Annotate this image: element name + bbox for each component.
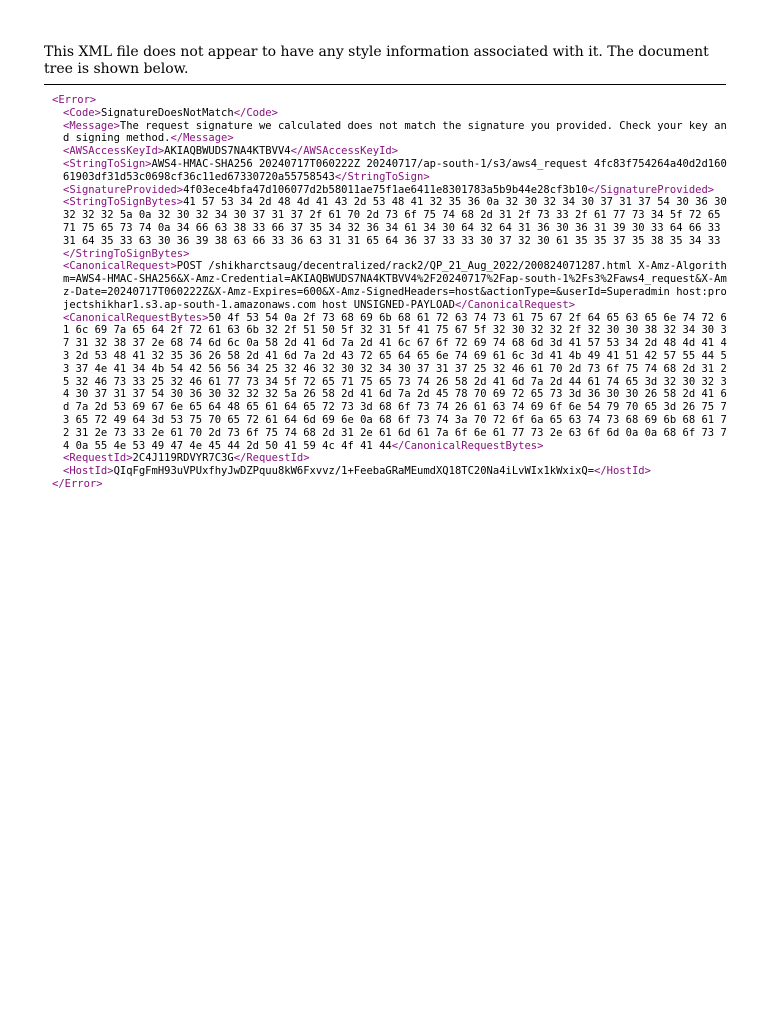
canonical-request-bytes-close-tag: </CanonicalRequestBytes>: [391, 439, 544, 452]
string-to-sign-close-tag: </StringToSign>: [334, 170, 430, 183]
error-open-tag: [52, 94, 732, 107]
error-open-tag-text: <Error>: [52, 94, 97, 106]
xml-element-aws-access-key-id: [52, 145, 732, 158]
xml-element-host-id: [52, 465, 732, 478]
xml-element-signature-provided: [52, 184, 732, 197]
string-to-sign-open-tag: <StringToSign>: [63, 157, 152, 170]
code-open-tag: <Code>: [63, 106, 101, 119]
signature-provided-value: 4f03ece4bfa47d106077d2b58011ae75f1ae6411e8301783a5b9b44e28cf3b10: [183, 183, 588, 196]
canonical-request-bytes-open-tag: <CanonicalRequestBytes>: [63, 311, 209, 324]
request-id-value: 2C4J119RDVYR7C3G: [132, 452, 234, 465]
xml-document-tree: [52, 94, 732, 491]
xml-element-message: [52, 120, 732, 146]
message-open-tag: <Message>: [63, 119, 120, 132]
aws-access-key-id-open-tag: <AWSAccessKeyId>: [63, 145, 165, 158]
signature-provided-close-tag: </SignatureProvided>: [587, 183, 715, 196]
xml-element-request-id: [52, 452, 732, 465]
error-close-tag: [52, 478, 732, 491]
message-value: The request signature we calculated does not match the signature you provided. Check your key and signing method.: [63, 119, 727, 145]
aws-access-key-id-close-tag: </AWSAccessKeyId>: [290, 145, 399, 158]
error-close-tag-text: </Error>: [52, 477, 103, 490]
code-value: SignatureDoesNotMatch: [100, 106, 234, 119]
aws-access-key-id-value: AKIAQBWUDS7NA4KTBVV4: [164, 145, 291, 158]
message-close-tag: </Message>: [170, 132, 234, 145]
canonical-request-close-tag: </CanonicalRequest>: [454, 298, 576, 311]
xml-element-string-to-sign: [52, 158, 732, 184]
string-to-sign-value: AWS4-HMAC-SHA256 20240717T060222Z 20240717/ap-south-1/s3/aws4_request 4fc83f754264a40d2d16061903df31d53c0698cf36c11ed67330720a55758543: [63, 157, 727, 183]
request-id-close-tag: </RequestId>: [233, 452, 310, 465]
signature-provided-open-tag: <SignatureProvided>: [63, 183, 184, 196]
xml-style-notice: This XML file does not appear to have any style information associated with it. The document tree is shown below.: [44, 44, 726, 85]
xml-element-canonical-request: [52, 260, 732, 311]
code-close-tag: </Code>: [233, 106, 278, 119]
canonical-request-bytes-value: 50 4f 53 54 0a 2f 73 68 69 6b 68 61 72 63 74 73 61 75 67 2f 64 65 63 65 6e 74 72 61 6c 69 7a 65 64 2f 72 61 63 6b 32 2f 51 50 5f 32 31 5f 41 75 67 5f 32 30 32 32 2f 32 30 30 38 32 34 30 37 31 32 38 37 2e 68 74 6d 6c 0a 58 2d 41 6d 7a 2d 41 6c 67 6f 72 69 74 68 6d 3d 41 57 53 34 2d 48 4d 41 43 2d 53 48 41 32 35 36 26 58 2d 41 6d 7a 2d 43 72 65 64 65 6e 74 69 61 6c 3d 41 4b 49 41 51 42 57 55 44 53 37 4e 41 34 4b 54 42 56 56 34 25 32 46 32 30 32 34 30 37 31 37 25 32 46 61 70 2d 73 6f 75 74 68 2d 31 25 32 46 73 33 25 32 46 61 77 73 34 5f 72 65 71 75 65 73 74 26 58 2d 41 6d 7a 2d 44 61 74 65 3d 32 30 32 34 30 37 31 37 54 30 36 30 32 32 32 5a 26 58 2d 41 6d 7a 2d 45 78 70 69 72 65 73 3d 36 30 30 26 58 2d 41 6d 7a 2d 53 69 67 6e 65 64 48 65 61 64 65 72 73 3d 68 6f 73 74 26 61 63 74 69 6f 6e 54 79 70 65 3d 26 75 73 65 72 49 64 3d 53 75 70 65 72 61 64 6d 69 6e 0a 68 6f 73 74 3a 70 72 6f 6a 65 63 74 73 68 69 6b 68 61 72 31 2e 73 33 2e 61 70 2d 73 6f 75 74 68 2d 31 2e 61 6d 61 7a 6f 6e 61 77 73 2e 63 6f 6d 0a 0a 68 6f 73 74 0a 55 4e 53 49 47 4e 45 44 2d 50 41 59 4c 4f 41 44: [63, 311, 727, 452]
host-id-open-tag: <HostId>: [63, 465, 114, 478]
string-to-sign-bytes-open-tag: <StringToSignBytes>: [63, 196, 184, 209]
xml-element-string-to-sign-bytes: [52, 196, 732, 260]
request-id-open-tag: <RequestId>: [63, 452, 133, 465]
xml-element-canonical-request-bytes: [52, 312, 732, 453]
xml-element-code: [52, 107, 732, 120]
host-id-close-tag: </HostId>: [594, 465, 651, 478]
string-to-sign-bytes-value: 41 57 53 34 2d 48 4d 41 43 2d 53 48 41 32 35 36 0a 32 30 32 34 30 37 31 37 54 30 36 30 32 32 32 5a 0a 32 30 32 34 30 37 31 37 2f 61 70 2d 73 6f 75 74 68 2d 31 2f 73 33 2f 61 77 73 34 5f 72 65 71 75 65 73 74 0a 34 66 63 38 33 66 37 35 34 32 36 34 61 34 30 64 32 64 31 36 30 36 31 39 30 33 64 66 33 31 64 35 33 63 30 36 39 38 63 66 33 36 63 31 31 65 64 36 37 33 33 30 37 32 30 61 35 35 37 35 38 35 34 33: [63, 196, 734, 247]
canonical-request-open-tag: <CanonicalRequest>: [63, 260, 177, 273]
canonical-request-value: POST /shikharctsaug/decentralized/rack2/QP_21_Aug_2022/200824071287.html X-Amz-Algorithm=AWS4-HMAC-SHA256&X-Amz-Credential=AKIAQBWUDS7NA4KTBVV4%2F20240717%2Fap-south-1%2Fs3%2Faws4_request&X-Amz-Date=20240717T060222Z&X-Amz-Expires=600&X-Amz-SignedHeaders=host&actionType=&userId=Superadmin host:projectshikhar1.s3.ap-south-1.amazonaws.com host UNSIGNED-PAYLOAD: [63, 260, 727, 311]
string-to-sign-bytes-close-tag: </StringToSignBytes>: [63, 247, 190, 260]
host-id-value: QIqFgFmH93uVPUxfhyJwDZPquu8kW6Fxvvz/1+FeebaGRaMEumdXQ18TC20Na4iLvWIx1kWxixQ=: [113, 465, 595, 478]
